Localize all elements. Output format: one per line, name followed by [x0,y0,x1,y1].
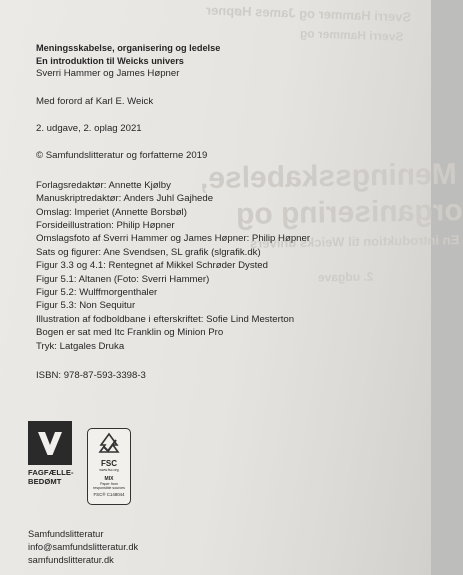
show-through-text: Meningsskabelse, [199,157,458,196]
edition: 2. udgave, 2. oplag 2021 [36,123,142,134]
credit-line: Illustration af fodboldbane i efterskriftet: Sofie Lind Mesterton [36,313,295,325]
peer-review-logo [28,421,74,486]
book-subtitle: En introduktion til Weicks univers [36,55,184,66]
fsc-desc: Paper from [100,482,118,486]
credit-line: Forsideillustration: Philip Høpner [36,220,175,232]
credit-line: Figur 5.2: Wulffmorgenthaler [36,287,158,299]
credit-line: Figur 3.3 og 4.1: Rentegnet af Mikkel Schrøder Dysted [36,260,268,272]
show-through-text: Sverri Hammer og [299,26,404,44]
publisher-info [28,528,138,568]
book-title: Meningsskabelse, organisering og ledelse [36,43,221,53]
publisher-website: samfundslitteratur.dk [28,555,114,566]
show-through-text: organisering og [235,194,463,231]
credit-line: Bogen er sat med Itc Franklin og Minion Pro [36,327,224,339]
credit-line: Sats og figurer: Ane Svendsen, SL grafik (slgrafik.dk) [36,246,261,258]
checkmark-icon [28,421,72,465]
colophon [36,42,416,383]
copyright: © Samfundslitteratur og forfatterne 2019 [36,150,208,162]
credit-line: Omslag: Imperiet (Annette Borsbøl) [36,206,187,218]
show-through-text: 2. udgave [317,269,374,285]
isbn: ISBN: 978-87-593-3398-3 [36,370,146,382]
show-through-text: Sverri Hammer og James Høpner [205,2,412,25]
peer-review-label: BEDØMT [28,477,62,486]
tree-check-icon [88,432,130,461]
peer-review-label: FAGFÆLLE- [28,468,74,477]
fsc-mix: MIX [104,476,114,482]
publisher-name: Samfundslitteratur [28,529,104,539]
fsc-url: www.fsc.org [99,468,119,472]
credits-list [36,179,416,353]
credit-line: Figur 5.1: Altanen (Foto: Sverri Hammer) [36,273,210,285]
credit-line: Forlagsredaktør: Annette Kjølby [36,179,171,191]
credit-line: Omslagsfoto af Sverri Hammer og James Høpner: Philip Høpner [36,233,311,245]
fsc-code: FSC® C148044 [93,492,125,498]
credit-line: Manuskriptredaktør: Anders Juhl Gajhede [36,193,214,205]
publisher-email: info@samfundslitteratur.dk [28,542,139,553]
foreword: Med forord af Karl E. Weick [36,95,154,107]
credit-line: Tryk: Latgales Druka [36,340,125,352]
certification-logos [28,421,148,513]
fsc-desc: responsible sources [93,486,125,491]
credit-line: Figur 5.3: Non Sequitur [36,300,136,312]
fsc-logo [87,428,131,505]
show-through-text: En introduktion til Weicks univers [249,232,460,251]
fsc-name: FSC [101,459,117,468]
authors: Sverri Hammer og James Høpner [36,68,180,80]
